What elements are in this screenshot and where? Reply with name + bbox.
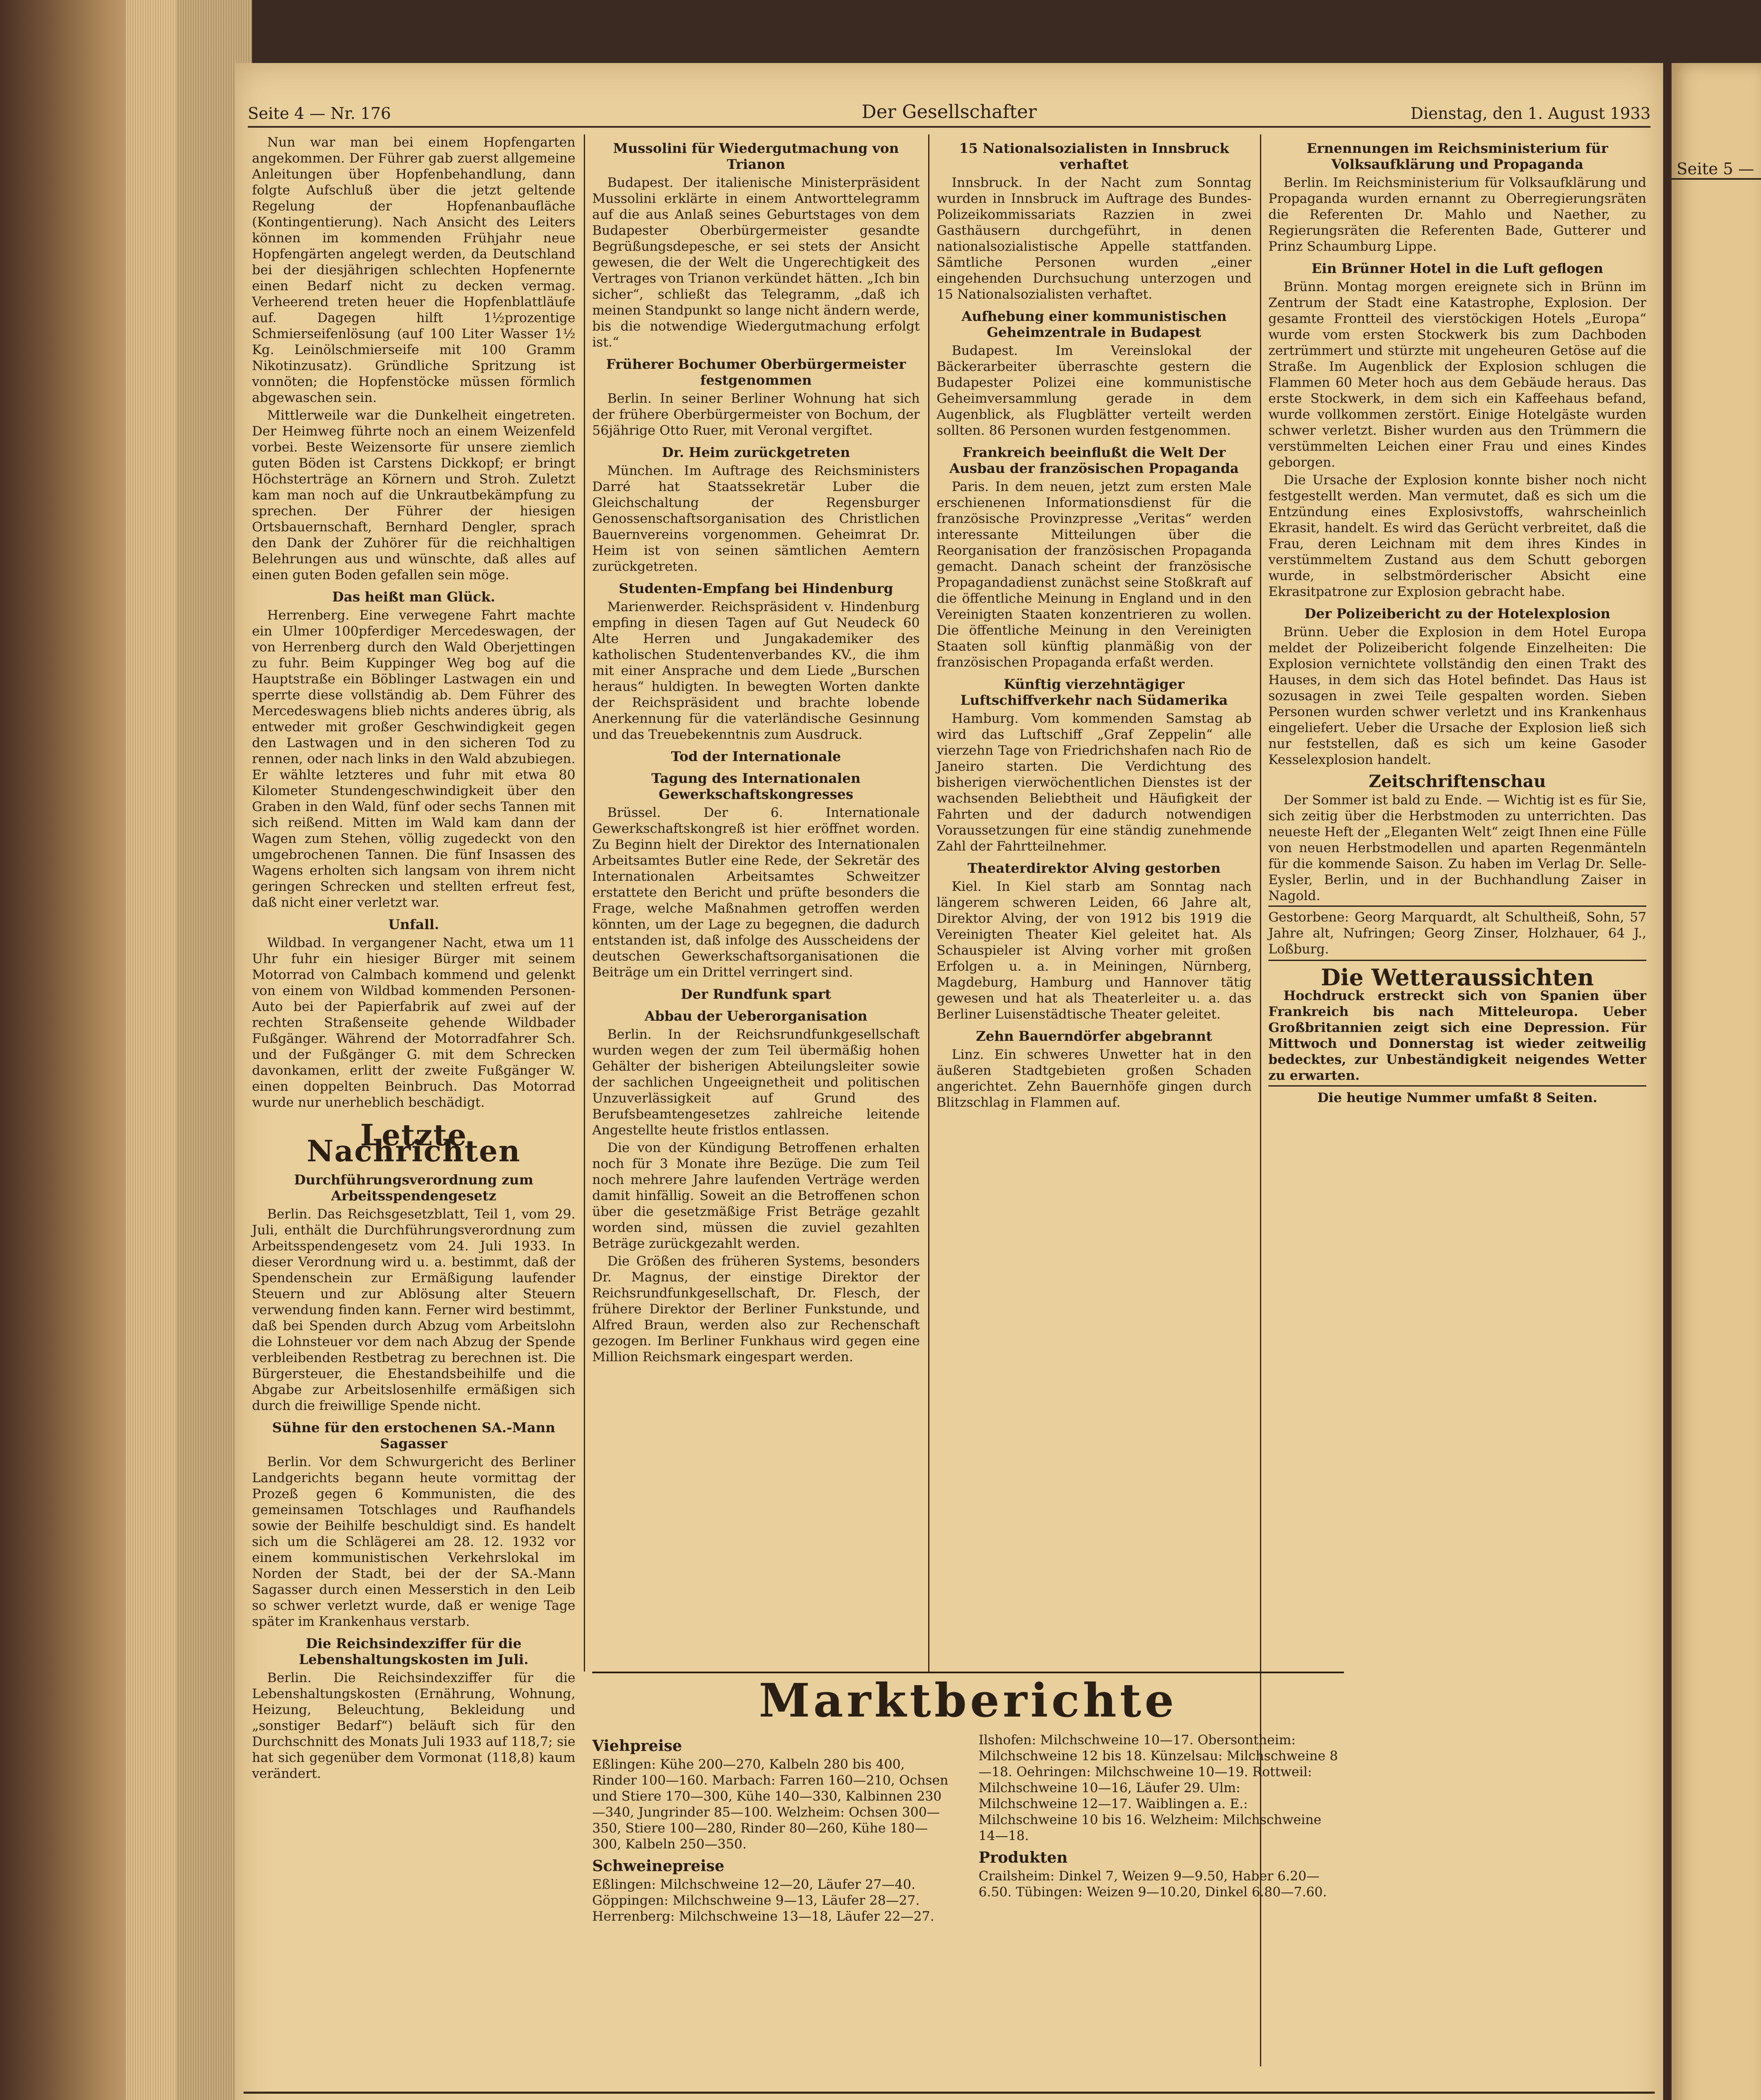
headline: Der Rundfunk spart — [681, 986, 831, 1002]
pig-prices: Eßlingen: Milchschweine 12—20, Läufer 27—40. Göppingen: Milchschweine 9—13, Läufer 28—27. Herrenberg: Milchschweine 13—18, Läufer 22—27. — [592, 1877, 934, 1924]
article-text: Hamburg. Vom kommenden Samstag ab wird das Luftschiff „Graf Zeppelin“ alle vierzehn Tage von Friedrichshafen nach Rio de Janeiro starten. Die Verdichtung des bisherigen vierwöchentlichen Dienstes ist der wachsenden Beliebtheit und Häufigkeit der Fahrten und der dadurch notwendigen Voraussetzungen für eine ständig zunehmende Zahl der Fahrtteilnehmer. — [937, 711, 1252, 854]
article-text: Budapest. Der italienische Ministerpräsident Mussolini erklärte in einem Antworttelegramm auf die aus Anlaß seines Geburtstages von dem Budapester Oberbürgermeister gesandte Begrüßungsdepesche, er sei stets der Ansicht gewesen, die der Welt die Ungerechtigkeit des Vertrages von Trianon verkündet hätten. „Ich bin sicher“, schließt das Telegramm, „daß ich meinen Standpunkt so lange nicht ändern werde, bis die notwendige Wiedergutmachung erfolgt ist.“ — [592, 175, 920, 350]
headline: Studenten-Empfang bei Hindenburg — [619, 580, 893, 596]
headline: Abbau der Ueberorganisation — [644, 1008, 868, 1024]
article-text: Hochdruck erstreckt sich von Spanien über Frankreich bis nach Mitteleuropa. Ueber Großbritannien zeigt sich eine Depression. Für Mittwoch und Donnerstag ist wieder zeitweilig bedecktes, zur Unbeständigkeit neigendes Wetter zu erwarten. — [1268, 988, 1646, 1083]
subheading: Schweinepreise — [592, 1857, 724, 1875]
article-text: Mittlerweile war die Dunkelheit eingetreten. Der Heimweg führte noch an einem Weizenfeld vorbei. Beste Weizensorte für unsere ziemlich guten Böden ist Carstens Dickkopf; er bringt Höchsterträge an Körnern und Stroh. Zuletzt kam man noch auf die Unkrautbekämpfung zu sprechen. Der Führer der hiesigen Ortsbauernschaft, Bernhard Dengler, sprach den Dank der Zuhörer für die reichhaltigen Belehrungen aus und wünschte, daß alles auf einen guten Boden gefallen sein möge. — [252, 408, 575, 583]
headline: Das heißt man Glück. — [332, 589, 496, 605]
article-text: Berlin. Die Reichsindexziffer für die Lebenshaltungskosten (Ernährung, Wohnung, Heizung, Beleuchtung, Bekleidung und „sonstiger Bedarf“) beläuft sich für den Durchschnitt des Monats Juli 1933 auf 118,7; sie hat sich gegenüber dem Vormonat (118,8) kaum verändert. — [252, 1670, 575, 1781]
article-text: Brünn. Ueber die Explosion in dem Hotel Europa meldet der Polizeibericht folgende Einzelheiten: Die Explosion vernichtete vollständig den einen Trakt des Hauses, in dem sich das Hotel befindet. Das Haus ist sozusagen in zwei Teile gespalten worden. Sieben Personen wurden schwer verletzt und ins Krankenhaus eingeliefert. Ueber die Ursache der Explosion ließ sich nur feststellen, daß es sich um keine Gasoder Kesselexplosion handelt. — [1268, 625, 1646, 767]
headline: Tod der Internationale — [671, 748, 841, 764]
newspaper-page — [235, 63, 1663, 2100]
livestock-prices: Eßlingen: Kühe 200—270, Kalbeln 280 bis 400, Rinder 100—160. Marbach: Farren 160—210, Ochsen und Stiere 170—300, Kühe 140—330, Kalbinnen 230—340, Jungrinder 85—100. Welzheim: Ochsen 300—350, Stiere 100—280, Rinder 80—260, Kühe 180—300, Kalbeln 250—350. — [592, 1757, 948, 1852]
headline: Durchführungsverordnung zum Arbeitsspendengesetz — [294, 1172, 533, 1204]
article-text: Berlin. In der Reichsrundfunkgesellschaft wurden wegen der zum Teil übermäßig hohen Gehälter der bisherigen Abteilungsleiter sowie der sachlichen Ungeeignetheit und politischen Unzuverlässigkeit auf Grund des Berufsbeamtengesetzes zahlreiche leitende Angestellte heute fristlos entlassen. — [592, 1027, 920, 1138]
article-text: Brüssel. Der 6. Internationale Gewerkschaftskongreß ist hier eröffnet worden. Zu Beginn hielt der Direktor des Internationalen Arbeitsamtes Butler eine Rede, der Sekretär des Internationalen Arbeitsamtes Schweitzer erstattete den Bericht und prüfte besonders die Frage, welche Maßnahmen getroffen werden könnten, um der Lage zu begegnen, die dadurch entstanden ist, daß infolge des Ausscheidens der deutschen Gewerkschaftsorganisationen die Beiträge um ein Drittel verringert sind. — [592, 805, 920, 980]
headline: Künftig vierzehntägiger Luftschiffverkehr nach Südamerika — [960, 676, 1228, 708]
article-text: Linz. Ein schweres Unwetter hat in den äußeren Stadtgebieten großen Schaden angerichtet. Zehn Bauernhöfe gingen durch Blitzschlag in Flammen auf. — [937, 1047, 1252, 1110]
market-left — [592, 1732, 953, 1924]
article-text: Innsbruck. In der Nacht zum Sonntag wurden in Innsbruck im Auftrage des Bundes-Polizeikommissariats Razzien in zwei Gasthäusern durchgeführt, in denen nationalsozialistische Appelle stattfanden. Sämtliche Personen wurden „einer eingehenden Durchsuchung unterzogen und 15 Nationalsozialisten verhaftet. — [937, 175, 1252, 302]
article-text: Berlin. Vor dem Schwurgericht des Berliner Landgerichts begann heute vormittag der Prozeß gegen 6 Kommunisten, die des gemeinsamen Totschlages und Raufhandels sowie der Beihilfe beschuldigt sind. Es handelt sich um die Schlägerei am 28. 12. 1932 vor einem kommunistischen Verkehrslokal im Norden der Stadt, bei der der SA.-Mann Sagasser durch einen Messerstich in den Leib so schwer verletzt wurde, daß er wenige Tage später im Krankenhaus verstarb. — [252, 1454, 575, 1629]
headline: Sühne für den erstochenen SA.-Mann Sagasser — [272, 1420, 556, 1452]
page-header — [248, 97, 1651, 128]
headline: Der Polizeibericht zu der Hotelexplosion — [1304, 606, 1611, 622]
headline: Aufhebung einer kommunistischen Geheimzentrale in Budapest — [961, 308, 1227, 340]
market-right — [979, 1732, 1340, 1900]
article-text: Der Sommer ist bald zu Ende. — Wichtig ist es für Sie, sich zeitig über die Herbstmoden zu unterrichten. Das neueste Heft der „Eleganten Welt“ zeigt Ihnen eine Fülle von neuen Herbstmodellen und aparten Regenmänteln für die kommende Saison. Zu haben im Verlag Dr. Selle-Eysler, Berlin, und in der Buchhandlung Zaiser in Nagold. — [1268, 793, 1646, 903]
masthead: Der Gesellschafter — [861, 101, 1037, 123]
headline: Die Wetteraussichten — [1320, 964, 1594, 991]
produce-prices: Crailsheim: Dinkel 7, Weizen 9—9.50, Haber 6.20—6.50. Tübingen: Weizen 9—10.20, Dinkel 6.80—7.60. — [979, 1869, 1327, 1900]
ads-divider — [244, 2092, 1655, 2094]
page-stack-edge — [126, 0, 252, 2100]
headline: Zehn Bauerndörfer abgebrannt — [976, 1028, 1212, 1044]
column-2 — [592, 134, 920, 1367]
headline: Ernennungen im Reichsministerium für Volksaufklärung und Propaganda — [1307, 140, 1608, 172]
column-4 — [1268, 134, 1646, 1108]
article-text: Nun war man bei einem Hopfengarten angekommen. Der Führer gab zuerst allgemeine Anleitungen über Hopfenbehandlung, dann folgte Aufschluß über die jetzt geltende Regelung der Hopfenanbaufläche (Kontingentierung). Nach Ansicht des Leiters können im kommenden Frühjahr neue Hopfengärten angelegt werden, da Deutschland bei der diesjährigen schlechten Hopfenernte einen Bedarf nicht zu decken vermag. Verheerend treten heuer die Hopfenblattläufe auf. Dagegen hilft 1½prozentige Schmierseifenlösung (auf 100 Liter Wasser 1½ Kg. Leinölschmierseife mit 100 Gramm Nikotinzusatz). Gründliche Spritzung ist vonnöten; die Hopfenstöcke müssen förmlich abgewaschen sein. — [252, 135, 575, 405]
article-text: Die Größen des früheren Systems, besonders Dr. Magnus, der einstige Direktor der Reichsrundfunkgesellschaft, Dr. Flesch, der frühere Direktor der Berliner Funkstunde, und Alfred Braun, werden also zur Rechenschaft gezogen. Im Berliner Funkhaus wird gegen eine Million Reichsmark eingespart werden. — [592, 1254, 920, 1365]
subheading: Viehpreise — [592, 1737, 682, 1755]
column-3 — [937, 134, 1252, 1112]
headline: Früherer Bochumer Oberbürgermeister festgenommen — [606, 356, 906, 388]
market-reports — [592, 1672, 1344, 2072]
headline: Ein Brünner Hotel in die Luft geflogen — [1311, 260, 1604, 276]
headline: Zeitschriftenschau — [1369, 772, 1546, 791]
headline: Dr. Heim zurückgetreten — [661, 444, 850, 460]
article-text: Marienwerder. Reichspräsident v. Hindenburg empfing in diesen Tagen auf Gut Neudeck 60 Alte Herren und Jungakademiker des katholischen Studentenverbandes KV., die ihm mit einer Ansprache und dem Liede „Burschen heraus“ huldigten. In bewegten Worten dankte der Reichspräsident und brachte lobende Anerkennung für die vaterländische Gesinnung und das Treuebekenntnis zum Ausdruck. — [592, 599, 920, 742]
obituaries: Gestorbene: Georg Marquardt, alt Schultheiß, Sohn, 57 Jahre alt, Nufringen; Georg Zinser, Holzhauer, 64 J., Loßburg. — [1268, 906, 1646, 961]
headline: Unfall. — [388, 916, 439, 932]
headline: Mussolini für Wiedergutmachung von Trianon — [613, 140, 899, 172]
article-text: Brünn. Montag morgen ereignete sich in Brünn im Zentrum der Stadt eine Katastrophe, Explosion. Der gesamte Frontteil des vierstöckigen Hotels „Europa“ wurde vom ersten Stockwerk bis zum Dachboden zertrümmert und stürzte mit ungeheuren Getöse auf die Straße. Im Augenblick der Explosion schlugen die Flammen 60 Meter hoch aus dem Gebäude heraus. Das erste Stockwerk, in dem sich ein Kaffeehaus befand, wurde vollkommen zerstört. Einige Hotelgäste wurden schwer verletzt. Bisher wurden aus den Trümmern die verstümmelten Leichen einer Frau und eines Kindes geborgen. — [1268, 279, 1646, 470]
headline: Tagung des Internationalen Gewerkschaftskongresses — [651, 770, 861, 802]
section-title-latest-news: Letzte Nachrichten — [307, 1118, 521, 1168]
article-text: Berlin. Das Reichsgesetzblatt, Teil 1, vom 29. Juli, enthält die Durchführungsverordnung zum Arbeitsspendengesetz vom 24. Juli 1933. In dieser Verordnung wird u. a. bestimmt, daß der Spendenschein zur Ermäßigung laufender Steuern und zur Ablösung alter Steuern verwendung finden kann. Ferner wird bestimmt, daß bei Spenden durch Abzug vom Arbeitslohn die Lohnsteuer vor dem nach Abzug der Spende verbleibenden Restbetrag zu berechnen ist. Die Bürgersteuer, die Ehestandsbeihilfe und die Abgabe zur Arbeitslosenhilfe ermäßigen sich durch die freiwillige Spende nicht. — [252, 1207, 575, 1413]
article-text: Herrenberg. Eine verwegene Fahrt machte ein Ulmer 100pferdiger Mercedeswagen, der von Herrenberg durch den Wald Oberjettingen zu fuhr. Beim Kuppinger Weg bog auf die Hauptstraße ein Böblinger Lastwagen ein und sperrte diese vollständig ab. Dem Führer des Mercedeswagens blieb nichts anderes übrig, als entweder mit großer Geschwindigkeit gegen den Lastwagen und in den sicheren Tod zu rennen, oder nach links in den Wald abzubiegen. Er wählte letzteres und fuhr mit etwa 80 Kilometer Stundengeschwindigkeit über den Graben in den Wald, fünf oder sechs Tannen mit sich reißend. Mitten im Wald kam dann der Wagen zum Stehen, völlig zugedeckt von den umgebrochenen Tannen. Die fünf Insassen des Wagens erholten sich langsam von ihrem nicht geringen Schrecken und stellten erfreut fest, daß nicht einer verletzt war. — [252, 608, 575, 910]
pig-prices-more: Ilshofen: Milchschweine 10—17. Obersontheim: Milchschweine 12 bis 18. Künzelsau: Milchschweine 8—18. Oehringen: Milchschweine 10—19. Rottweil: Milchschweine 10—16, Läufer 29. Ulm: Milchschweine 12—17. Waiblingen a. E.: Milchschweine 10 bis 16. Welzheim: Milchschweine 14—18. — [979, 1732, 1338, 1843]
page-count-note: Die heutige Nummer umfaßt 8 Seiten. — [1268, 1085, 1646, 1106]
column-1 — [252, 134, 575, 1783]
headline: Die Reichsindexziffer für die Lebenshaltungskosten im Juli. — [299, 1635, 529, 1667]
article-text: Wildbad. In vergangener Nacht, etwa um 11 Uhr fuhr ein hiesiger Bürger mit seinem Motorrad von Calmbach kommend und gelenkt von einem von Wildbad kommenden Personen-Auto bei der Papierfabrik auf zwei auf der rechten Straßenseite gehende Wildbader Fußgänger. Während der Motorradfahrer Sch. und der Fußgänger G. mit dem Schrecken davonkamen, erlitt der zweite Fußgänger W. einen doppelten Beinbruch. Das Motorrad wurde nur unerheblich beschädigt. — [252, 935, 575, 1110]
article-text: München. Im Auftrage des Reichsministers Darré hat Staatssekretär Luber die Gleichschaltung der Regensburger Genossenschaftsorganisation des Christlichen Bauernvereins vorgenommen. Geheimrat Dr. Heim ist von seinen sämtlichen Aemtern zurückgetreten. — [592, 463, 920, 574]
article-text: Budapest. Im Vereinslokal der Bäckerarbeiter überraschte gestern die Budapester Polizei eine kommunistische Geheimversammlung gerade in dem Augenblick, als Flugblätter verteilt werden sollten. 86 Personen wurden festgenommen. — [937, 343, 1252, 438]
column-rule — [928, 134, 929, 1672]
headline: 15 Nationalsozialisten in Innsbruck verhaftet — [959, 140, 1229, 172]
article-text: Die von der Kündigung Betroffenen erhalten noch für 3 Monate ihre Bezüge. Die zum Teil noch mehrere Jahre laufenden Verträge werden damit hinfällig. Soweit an die Betroffenen schon über die gesetzmäßige Frist Beträge gezahlt worden sind, müssen die zuviel gezahlten Beträge zurückgezahlt werden. — [592, 1140, 920, 1251]
article-text: Kiel. In Kiel starb am Sonntag nach längerem schweren Leiden, 66 Jahre alt, Direktor Alving, der von 1912 bis 1919 die Vereinigten Theater Kiel geleitet hat. Als Schauspieler ist Alving vorher mit großen Erfolgen u. a. in Meiningen, Nürnberg, Magdeburg, Hamburg und Hannover tätig gewesen und hat als Theaterleiter u. a. das Berliner Luisenstädtische Theater geleitet. — [937, 879, 1252, 1022]
header-left: Seite 4 — Nr. 176 — [248, 104, 391, 123]
adjacent-page-header: Seite 5 — — [1672, 63, 1761, 180]
headline: Frankreich beeinflußt die Welt Der Ausbau der französischen Propaganda — [949, 444, 1239, 476]
column-rule — [584, 134, 585, 1672]
article-text: Berlin. Im Reichsministerium für Volksaufklärung und Propaganda wurden ernannt zu Oberregierungsräten die Referenten Dr. Mahlo und Naether, zu Regierungsräten die Referenten Bade, Gutterer und Prinz Schaumburg Lippe. — [1268, 175, 1646, 254]
headline: Theaterdirektor Alving gestorben — [967, 860, 1221, 876]
subheading: Produkten — [979, 1849, 1068, 1866]
article-text: Berlin. In seiner Berliner Wohnung hat sich der frühere Oberbürgermeister von Bochum, der 56jährige Otto Ruer, mit Veronal vergiftet. — [592, 391, 920, 438]
article-text: Paris. In dem neuen, jetzt zum ersten Male erschienenen Informationsdienst für die französische Provinzpresse „Veritas“ werden interessante Mitteilungen über die Reorganisation der französischen Propaganda gemacht. Danach scheint der französische Propagandadienst zunächst seine Stoßkraft auf die öffentliche Meinung in England und in den Vereinigten Staaten konzentrieren zu wollen. Die öffentliche Meinung in den Vereinigten Staaten soll künftig planmäßig von der französischen Propaganda erfaßt werden. — [937, 479, 1252, 670]
header-date: Dienstag, den 1. August 1933 — [1410, 104, 1651, 123]
adjacent-page-edge — [1672, 63, 1761, 2100]
article-text: Die Ursache der Explosion konnte bisher noch nicht festgestellt werden. Man vermutet, daß es sich um die Entzündung eines Explosivstoffs, wahrscheinlich Ekrasit, handelt. Es wird das Gerücht verbreitet, daß die Frau, deren Leichnam mit dem ihres Kindes in verstümmeltem Zustand aus dem Schutt geborgen wurde, in selbstmörderischer Absicht eine Ekrasitpatrone zur Explosion gebracht habe. — [1268, 472, 1646, 599]
market-title: Marktberichte — [758, 1673, 1178, 1727]
